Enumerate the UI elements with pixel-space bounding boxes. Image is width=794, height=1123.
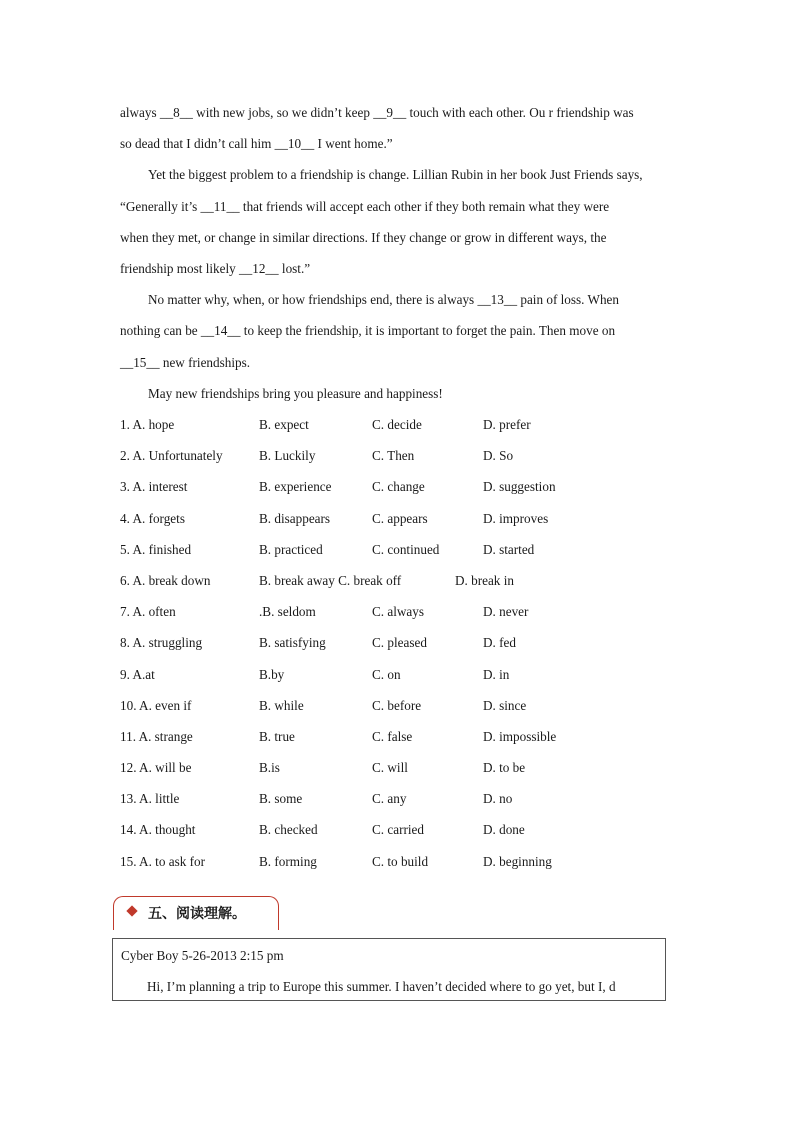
option-b: B.by [259, 666, 285, 682]
option-a: 3. A. interest [120, 479, 188, 495]
passage-line: when they met, or change in similar directions. If they change or grow in different ways, the [120, 229, 607, 245]
option-b: B.is [259, 760, 280, 776]
option-d: D. in [483, 666, 510, 682]
option-d: D. prefer [483, 417, 531, 432]
option-d: D. break in [455, 572, 514, 588]
option-d: D. fed [483, 635, 516, 651]
option-row [120, 723, 680, 754]
passage-line: “Generally it’s __11__ that friends will accept each other if they both remain what they were [120, 198, 610, 214]
option-d: D. done [483, 822, 525, 838]
option-c: C. false [372, 728, 413, 744]
answer-options [120, 411, 680, 879]
option-b: B. satisfying [259, 635, 326, 651]
option-b: B. practiced [259, 541, 323, 557]
option-row [120, 785, 680, 816]
passage-line: nothing can be __14__ to keep the friendship, it is important to forget the pain. Then move on [120, 323, 616, 339]
option-d: D. suggestion [483, 479, 556, 495]
cloze-passage [120, 99, 680, 411]
option-b: .B. seldom [259, 604, 316, 620]
option-c: C. always [372, 604, 425, 620]
option-row [120, 661, 680, 692]
option-d: D. So [483, 448, 514, 464]
option-row [120, 505, 680, 536]
option-d: D. since [483, 697, 527, 713]
option-b: B. some [259, 791, 303, 807]
option-c: C. appears [372, 510, 428, 526]
option-a: 5. A. finished [120, 541, 192, 557]
passage-line: so dead that I didn’t call him __10__ I went home.” [120, 136, 393, 152]
option-a: 12. A. will be [120, 760, 192, 776]
option-row [120, 848, 680, 879]
option-a: 2. A. Unfortunately [120, 448, 223, 464]
option-c: C. any [372, 791, 407, 807]
option-c: C. carried [372, 822, 424, 838]
option-b: B. disappears [259, 510, 331, 526]
option-c: C. on [372, 666, 401, 682]
option-a: 1. A. hope [120, 417, 175, 432]
option-row [120, 442, 680, 473]
option-c: C. continued [372, 541, 440, 557]
section-title: 五、阅读理解。 [148, 906, 246, 922]
option-a: 13. A. little [120, 791, 180, 807]
option-c: C. will [372, 760, 408, 776]
option-d: D. improves [483, 510, 549, 526]
option-b: B. forming [259, 853, 317, 869]
option-c: C. to build [372, 853, 429, 869]
option-a: 11. A. strange [120, 728, 193, 744]
option-c: C. Then [372, 448, 415, 464]
passage-line: __15__ new friendships. [120, 354, 251, 370]
option-row [120, 567, 680, 598]
option-b: B. break away C. break off [259, 572, 402, 588]
section-heading-tab [113, 896, 279, 930]
option-d: D. no [483, 791, 513, 807]
forum-post-box [112, 938, 666, 1001]
option-b: B. Luckily [259, 448, 316, 464]
passage-line: No matter why, when, or how friendships end, there is always __13__ pain of loss. When [148, 292, 619, 308]
option-d: D. impossible [483, 728, 557, 744]
option-d: D. started [483, 541, 535, 557]
option-b: B. true [259, 728, 295, 744]
option-c: C. change [372, 479, 425, 495]
option-row [120, 411, 680, 442]
option-d: D. to be [483, 760, 526, 776]
option-b: B. while [259, 697, 304, 713]
option-row [120, 692, 680, 723]
option-row [120, 473, 680, 504]
passage-line: Yet the biggest problem to a friendship is change. Lillian Rubin in her book Just Friends says, [148, 167, 643, 183]
diamond-bullet-icon [126, 905, 137, 916]
option-row [120, 629, 680, 660]
option-row [120, 816, 680, 847]
option-c: C. before [372, 697, 422, 713]
option-a: 9. A.at [120, 666, 155, 682]
passage-line: friendship most likely __12__ lost.” [120, 260, 311, 276]
option-a: 10. A. even if [120, 697, 192, 713]
post-header: Cyber Boy 5-26-2013 2:15 pm [121, 948, 284, 963]
option-a: 14. A. thought [120, 822, 196, 838]
passage-line: May new friendships bring you pleasure and happiness! [148, 385, 443, 401]
option-d: D. beginning [483, 853, 552, 869]
option-a: 15. A. to ask for [120, 853, 205, 869]
option-a: 7. A. often [120, 604, 176, 620]
option-a: 8. A. struggling [120, 635, 203, 651]
option-d: D. never [483, 604, 529, 620]
passage-line: always __8__ with new jobs, so we didn’t keep __9__ touch with each other. Ou r friendship was [120, 105, 634, 120]
option-c: C. pleased [372, 635, 427, 651]
option-b: B. experience [259, 479, 332, 495]
option-row [120, 754, 680, 785]
option-a: 6. A. break down [120, 572, 211, 588]
option-a: 4. A. forgets [120, 510, 185, 526]
option-b: B. expect [259, 417, 309, 432]
option-row [120, 536, 680, 567]
option-c: C. decide [372, 417, 422, 432]
option-b: B. checked [259, 822, 318, 838]
option-row [120, 598, 680, 629]
post-text: Hi, I’m planning a trip to Europe this summer. I haven’t decided where to go yet, but I, d [147, 979, 616, 994]
